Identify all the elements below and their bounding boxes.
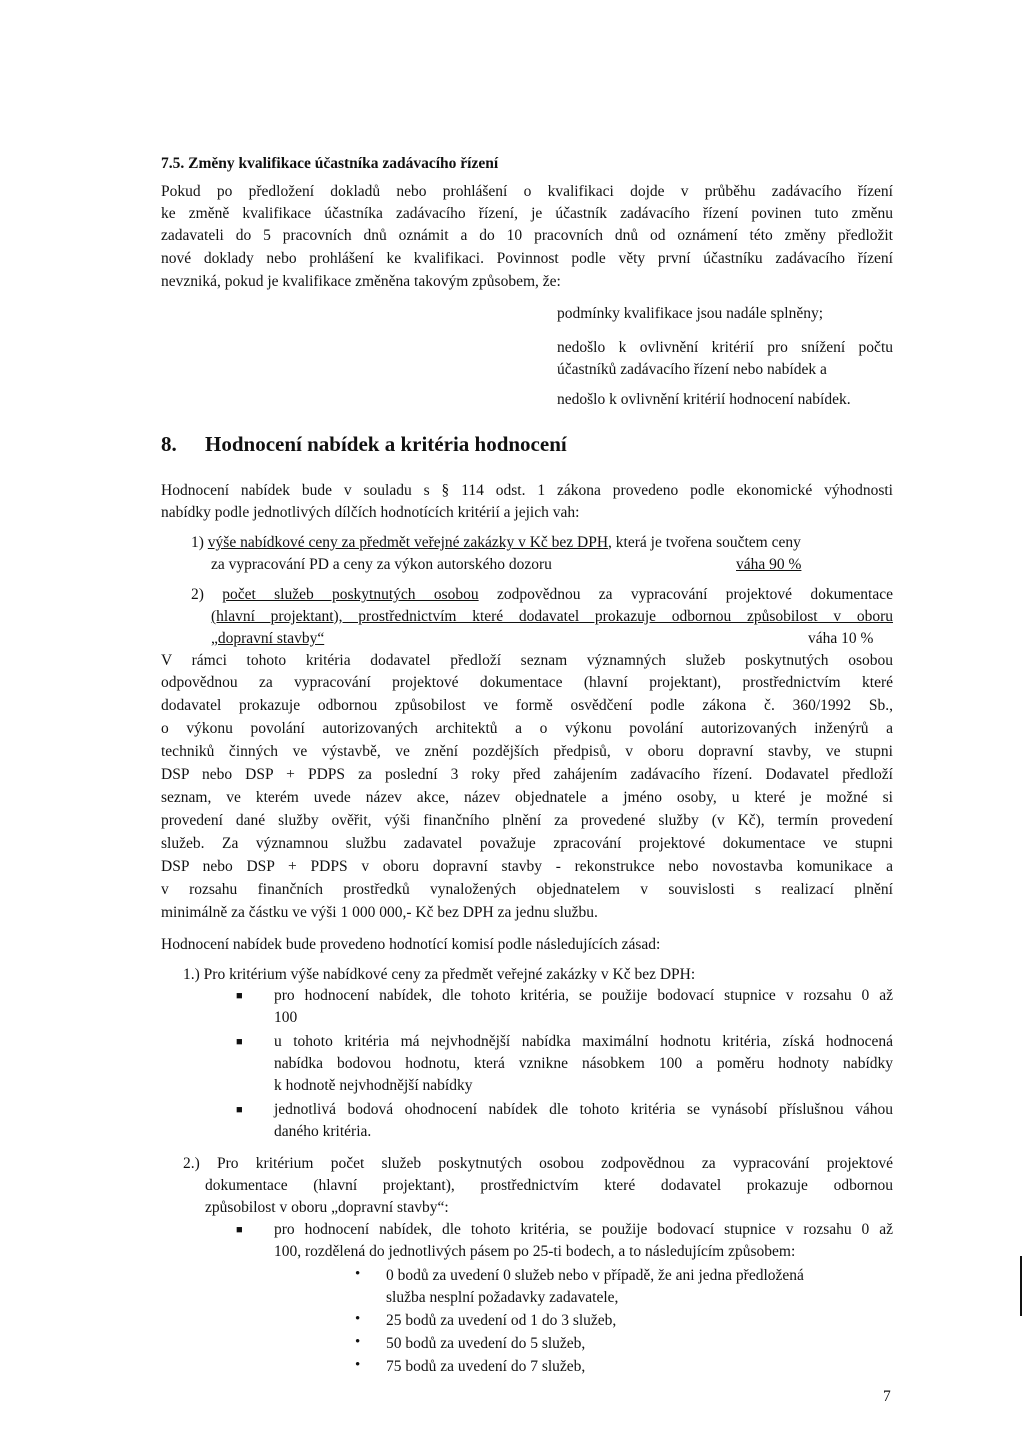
bullet-line: pro hodnocení nabídek, dle tohoto kritéria, se použije bodovací stupnice v rozsahu 0 až xyxy=(274,1221,893,1238)
criterion-2-line2 xyxy=(211,609,893,625)
paragraph-line: nevzniká, pokud je kvalifikace změněna takovým způsobem, že: xyxy=(161,273,561,290)
scan-edge-mark xyxy=(1020,1256,1022,1316)
paragraph-line: Pokud po předložení dokladů nebo prohlášení o kvalifikaci dojde v průběhu zadávacího řízení xyxy=(161,183,893,200)
criterion-2-line3 xyxy=(211,631,324,647)
criterion-1 xyxy=(191,535,801,551)
criterion-1-weight xyxy=(736,557,801,573)
paragraph-line: zadavateli do 5 pracovních dnů oznámit a do 10 pracovních dnů od oznámení této změny předložit xyxy=(161,227,893,244)
condition-item: účastníků zadávacího řízení nebo nabídek a xyxy=(557,361,827,378)
bullet-line: jednotlivá bodová ohodnocení nabídek dle tohoto kritéria se vynásobí příslušnou váhou xyxy=(274,1101,893,1118)
description-line: dodavatel prokazuje odbornou způsobilost ve formě osvědčení podle zákona č. 360/1992 Sb., xyxy=(161,697,893,714)
intro-line: Hodnocení nabídek bude v souladu s § 114 odst. 1 zákona provedeno podle ekonomické výhodnosti xyxy=(161,482,893,499)
criterion-text: zodpovědnou za vypracování projektové dokumentace xyxy=(478,586,893,603)
criterion-number: 2) xyxy=(191,586,204,603)
sub-bullet-line: 0 bodů za uvedení 0 služeb nebo v případě, že ani jedna předložená xyxy=(386,1267,804,1284)
condition-item: podmínky kvalifikace jsou nadále splněny; xyxy=(557,305,824,322)
rule-1-heading: 1.) Pro kritérium výše nabídkové ceny za předmět veřejné zakázky v Kč bez DPH: xyxy=(183,966,696,983)
section-title-8: Hodnocení nabídek a kritéria hodnocení xyxy=(205,432,567,456)
rule-2-heading: způsobilost v oboru „dopravní stavby“: xyxy=(205,1199,449,1216)
round-bullet-icon: • xyxy=(355,1334,361,1350)
bullet-line: pro hodnocení nabídek, dle tohoto kritéria, se použije bodovací stupnice v rozsahu 0 až xyxy=(274,987,893,1004)
criterion-name: počet služeb poskytnutých osobou xyxy=(222,586,479,603)
criterion-text: „dopravní stavby“ xyxy=(211,630,325,647)
sub-bullet-line: služba nesplní požadavky zadavatele, xyxy=(386,1289,619,1306)
criterion-2 xyxy=(191,587,893,603)
round-bullet-icon: • xyxy=(355,1357,361,1373)
intro-line: nabídky podle jednotlivých dílčích hodnotících kritérií a jejich vah: xyxy=(161,504,580,521)
square-bullet-icon: ■ xyxy=(236,1224,243,1236)
criterion-number: 1) xyxy=(191,534,204,551)
section-heading-7-5: 7.5. Změny kvalifikace účastníka zadávacího řízení xyxy=(161,155,499,172)
section-number-8: 8. xyxy=(161,432,177,456)
description-line: techniků činných ve výstavbě, ve znění pozdějších předpisů, v oboru dopravní stavby, ve stupni xyxy=(161,743,893,760)
rule-2-heading: 2.) Pro kritérium počet služeb poskytnutých osobou zodpovědnou za vypracování projektové xyxy=(183,1155,893,1172)
square-bullet-icon: ■ xyxy=(236,1036,243,1048)
description-line: DSP nebo DSP + PDPS v oboru dopravní stavby - rekonstrukce nebo novostavba komunikace a xyxy=(161,858,893,875)
condition-item: nedošlo k ovlivnění kritérií hodnocení nabídek. xyxy=(557,391,851,408)
bullet-line: daného kritéria. xyxy=(274,1123,372,1140)
committee-line: Hodnocení nabídek bude provedeno hodnotící komisí podle následujících zásad: xyxy=(161,936,661,953)
bullet-line: k hodnotě nejvhodnější nabídky xyxy=(274,1077,473,1094)
criterion-name: výše nabídkové ceny za předmět veřejné zakázky v Kč bez DPH xyxy=(207,534,609,551)
rule-2-heading: dokumentace (hlavní projektant), prostřednictvím které dodavatel prokazuje odbornou xyxy=(205,1177,893,1194)
description-line: provedení dané služby ověřit, výši finančního plnění za provedené služby (v Kč), termín provedení xyxy=(161,812,893,829)
round-bullet-icon: • xyxy=(355,1266,361,1282)
description-line: V rámci tohoto kritéria dodavatel předloží seznam významných služeb poskytnutých osobou xyxy=(161,652,893,669)
square-bullet-icon: ■ xyxy=(236,1104,243,1116)
description-line: DSP nebo DSP + PDPS za poslední 3 roky před zahájením zadávacího řízení. Dodavatel předloží xyxy=(161,766,893,783)
round-bullet-icon: • xyxy=(355,1311,361,1327)
bullet-line: 100 xyxy=(274,1009,298,1026)
description-line: v rozsahu finančních prostředků vynaložených objednatelem v souvislosti s realizací plnění xyxy=(161,881,893,898)
weight-value: váha 90 % xyxy=(736,556,802,573)
criterion-2-weight: váha 10 % xyxy=(808,630,874,647)
criterion-text: , která je tvořena součtem ceny xyxy=(608,534,801,551)
paragraph-line: nové doklady nebo prohlášení ke kvalifikaci. Povinnost podle věty první účastníku zadávacího řízení xyxy=(161,250,893,267)
square-bullet-icon: ■ xyxy=(236,990,243,1002)
paragraph-line: ke změně kvalifikace účastníka zadávacího řízení, je účastník zadávacího řízení povinen tuto změnu xyxy=(161,205,893,222)
condition-item: nedošlo k ovlivnění kritérií pro snížení počtu xyxy=(557,339,893,356)
description-line: služeb. Za významnou službu zadavatel považuje zpracování projektové dokumentace ve stupni xyxy=(161,835,893,852)
bullet-line: 100, rozdělená do jednotlivých pásem po 25-ti bodech, a to následujícím způsobem: xyxy=(274,1243,796,1260)
bullet-line: u tohoto kritéria má nejvhodnější nabídka maximální hodnotu kritéria, získá hodnocená xyxy=(274,1033,893,1050)
sub-bullet-line: 75 bodů za uvedení do 7 služeb, xyxy=(386,1358,586,1375)
description-line: o výkonu povolání autorizovaných architektů a o výkonu povolání autorizovaných inženýrů a xyxy=(161,720,893,737)
description-line: minimálně za částku ve výši 1 000 000,- Kč bez DPH za jednu službu. xyxy=(161,904,598,921)
bullet-line: nabídka bodovou hodnotu, která vznikne násobkem 100 a poměru hodnoty nabídky xyxy=(274,1055,893,1072)
criterion-text: (hlavní projektant), prostřednictvím které dodavatel prokazuje odbornou způsobilost v oboru xyxy=(211,608,893,625)
sub-bullet-line: 25 bodů za uvedení od 1 do 3 služeb, xyxy=(386,1312,617,1329)
sub-bullet-line: 50 bodů za uvedení do 5 služeb, xyxy=(386,1335,586,1352)
description-line: seznam, ve kterém uvede název akce, název objednatele a jméno osoby, u které je možné si xyxy=(161,789,893,806)
criterion-1-line2: za vypracování PD a ceny za výkon autorského dozoru xyxy=(211,556,552,573)
page-number: 7 xyxy=(883,1388,891,1405)
description-line: odpovědnou za vypracování projektové dokumentace (hlavní projektant), prostřednictvím které xyxy=(161,674,893,691)
